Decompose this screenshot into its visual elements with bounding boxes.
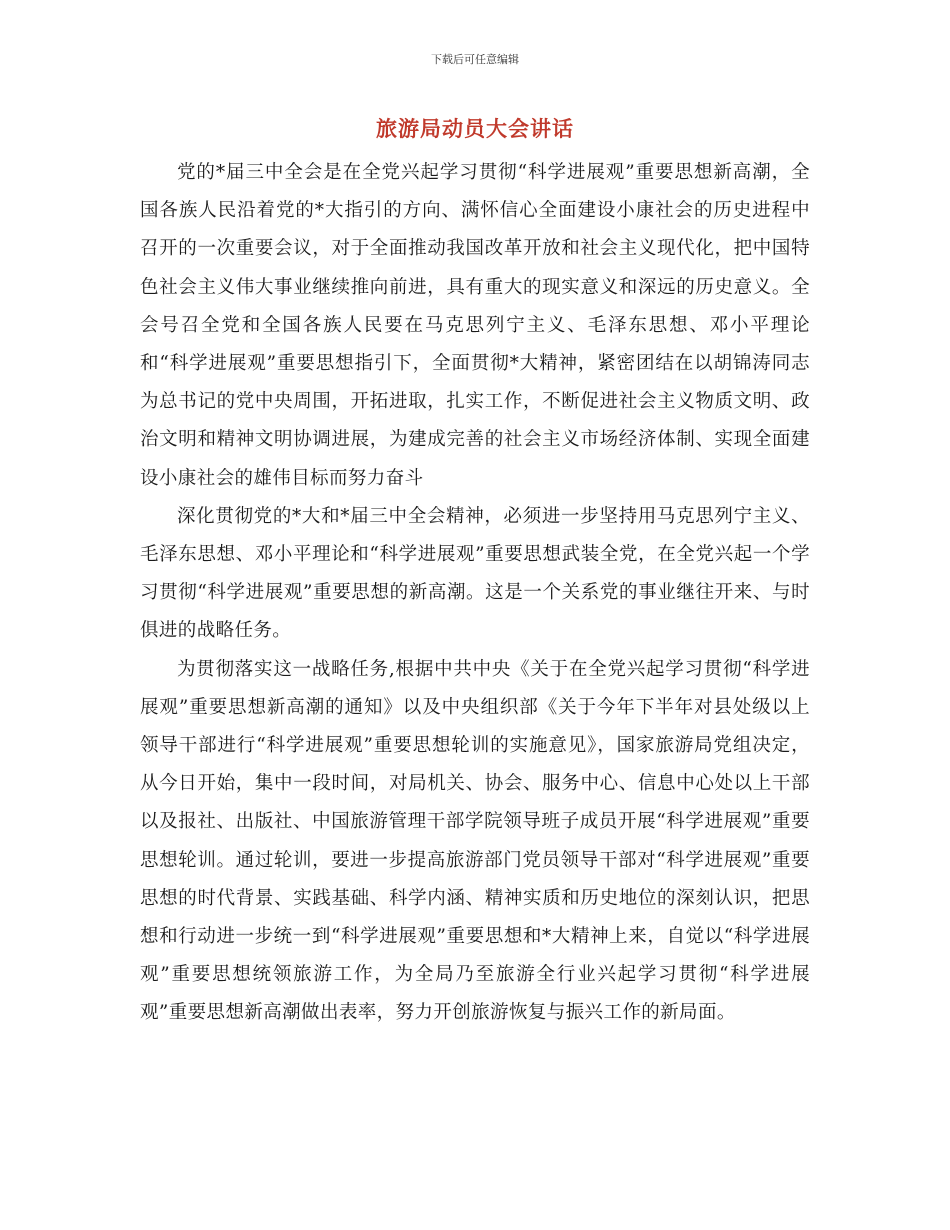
paragraph-1: 党的*届三中全会是在全党兴起学习贯彻“科学进展观”重要思想新高潮，全国各族人民沿着党的*大指引的方向、满怀信心全面建设小康社会的历史进程中召开的一次重要会议，对于全面推动我国改革开放和社会主义现代化，把中国特色社会主义伟大事业继续推向前进，具有重大的现实意义和深远的历史意义。全会号召全党和全国各族人民要在马克思列宁主义、毛泽东思想、邓小平理论和“科学进展观”重要思想指引下，全面贯彻*大精神，紧密团结在以胡锦涛同志为总书记的党中央周围，开拓进取，扎实工作，不断促进社会主义物质文明、政治文明和精神文明协调进展，为建成完善的社会主义市场经济体制、实现全面建设小康社会的雄伟目标而努力奋斗 (140, 162, 810, 489)
paragraph-3: 为贯彻落实这一战略任务,根据中共中央《关于在全党兴起学习贯彻“科学进展观”重要思想新高潮的通知》以及中央组织部《关于今年下半年对县处级以上领导干部进行“科学进展观”重要思想轮训的实施意见》，国家旅游局党组决定，从今日开始，集中一段时间，对局机关、协会、服务中心、信息中心处以上干部以及报社、出版社、中国旅游管理干部学院领导班子成员开展“科学进展观”重要思想轮训。通过轮训，要进一步提高旅游部门党员领导干部对“科学进展观”重要思想的时代背景、实践基础、科学内涵、精神实质和历史地位的深刻认识，把思想和行动进一步统一到“科学进展观”重要思想和*大精神上来，自觉以“科学进展观”重要思想统领旅游工作，为全局乃至旅游全行业兴起学习贯彻“科学进展观”重要思想新高潮做出表率，努力开创旅游恢复与振兴工作的新局面。 (140, 658, 810, 1024)
page-header-note: 下载后可任意编辑 (431, 53, 519, 66)
paragraph-2: 深化贯彻党的*大和*届三中全会精神，必须进一步坚持用马克思列宁主义、毛泽东思想、邓小平理论和“科学进展观”重要思想武装全党，在全党兴起一个学习贯彻“科学进展观”重要思想的新高潮。这是一个关系党的事业继往开来、与时俱进的战略任务。 (140, 505, 810, 642)
document-title: 旅游局动员大会讲话 (376, 117, 574, 141)
document-body (140, 154, 810, 1033)
